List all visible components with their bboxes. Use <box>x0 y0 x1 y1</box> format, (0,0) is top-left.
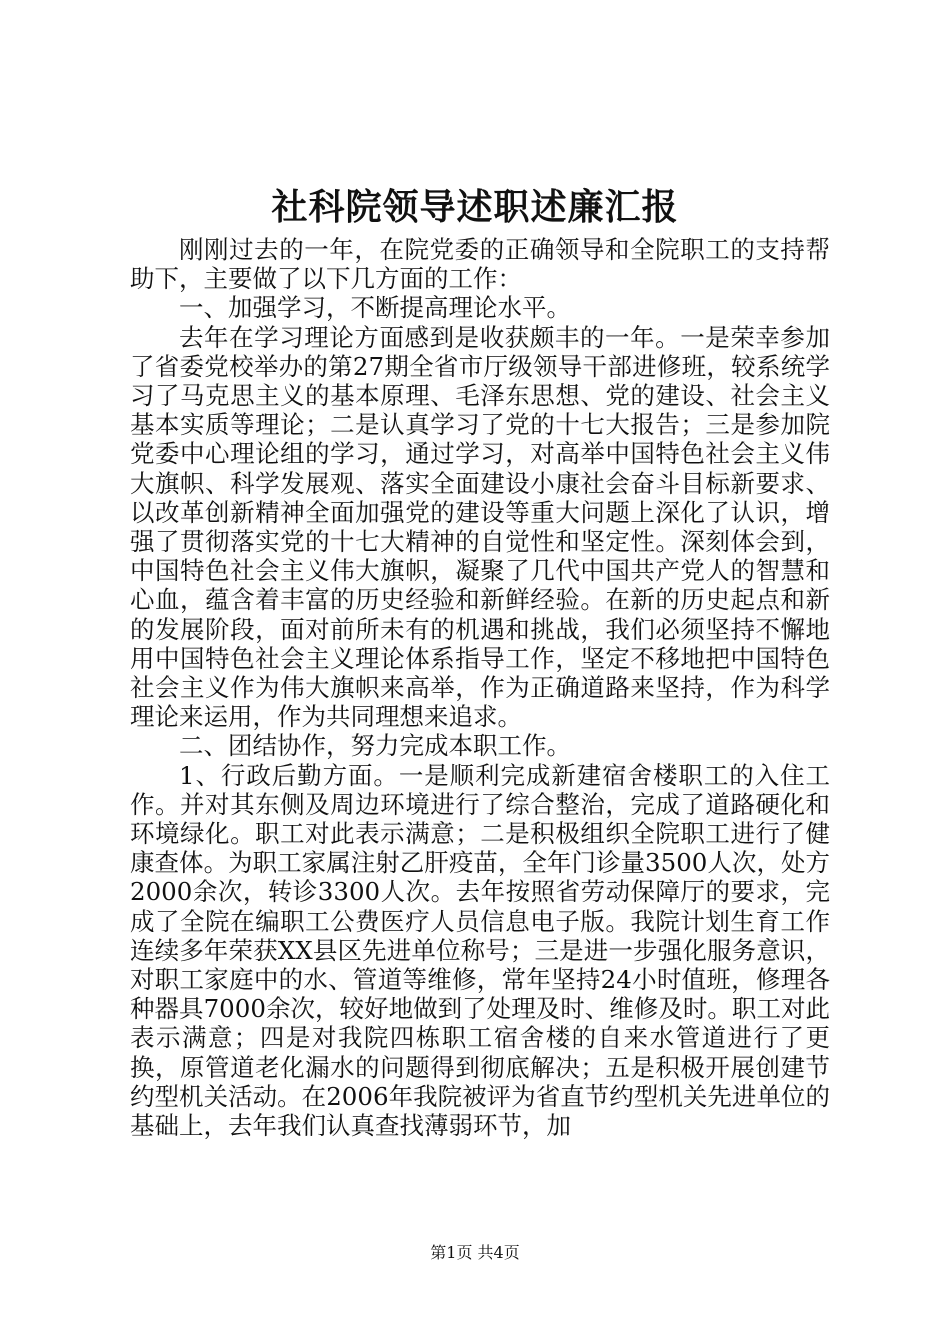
heading-section-2: 二、团结协作，努力完成本职工作。 <box>179 731 571 761</box>
page-footer: 第1页 共4页 <box>430 1243 520 1262</box>
document-title: 社科院领导述职述廉汇报 <box>271 186 679 228</box>
heading-section-1: 一、加强学习，不断提高理论水平。 <box>179 293 571 323</box>
paragraph-study: 去年在学习理论方面感到是收获颇丰的一年。一是荣幸参加了省委党校举办的第27期全省市厅级领导干部进修班，较系统学习了马克思主义的基本原理、毛泽东思想、党的建设、社会主义基本实质等理论；二是认真学习了党的十七大报告；三是参加院党委中心理论组的学习，通过学习，对高举中国特色社会主义伟大旗帜、科学发展观、落实全面建设小康社会奋斗目标新要求、以改革创新精神全面加强党的建设等重大问题上深化了认识，增强了贯彻落实党的十七大精神的自觉性和坚定性。深刻体会到，中国特色社会主义伟大旗帜，凝聚了几代中国共产党人的智慧和心血，蕴含着丰富的历史经验和新鲜经验。在新的历史起点和新的发展阶段，面对前所未有的机遇和挑战，我们必须坚持不懈地用中国特色社会主义理论体系指导工作，坚定不移地把中国特色社会主义作为伟大旗帜来高举，作为正确道路来坚持，作为科学理论来运用，作为共同理想来追求。 <box>130 322 830 732</box>
paragraph-intro: 刚刚过去的一年，在院党委的正确领导和全院职工的支持帮助下，主要做了以下几方面的工作： <box>130 235 830 294</box>
paragraph-logistics: 1、行政后勤方面。一是顺利完成新建宿舍楼职工的入住工作。并对其东侧及周边环境进行了综合整治，完成了道路硬化和环境绿化。职工对此表示满意；二是积极组织全院职工进行了健康查体。为职工家属注射乙肝疫苗，全年门诊量3500人次，处方2000余次，转诊3300人次。去年按照省劳动保障厅的要求，完成了全院在编职工公费医疗人员信息电子版。我院计划生育工作连续多年荣获XX县区先进单位称号；三是进一步强化服务意识，对职工家庭中的水、管道等维修，常年坚持24小时值班，修理各种器具7000余次，较好地做到了处理及时、维修及时。职工对此表示满意；四是对我院四栋职工宿舍楼的自来水管道进行了更换，原管道老化漏水的问题得到彻底解决；五是积极开展创建节约型机关活动。在2006年我院被评为省直节约型机关先进单位的基础上，去年我们认真查找薄弱环节，加 <box>130 760 830 1141</box>
document-body <box>130 235 830 1140</box>
